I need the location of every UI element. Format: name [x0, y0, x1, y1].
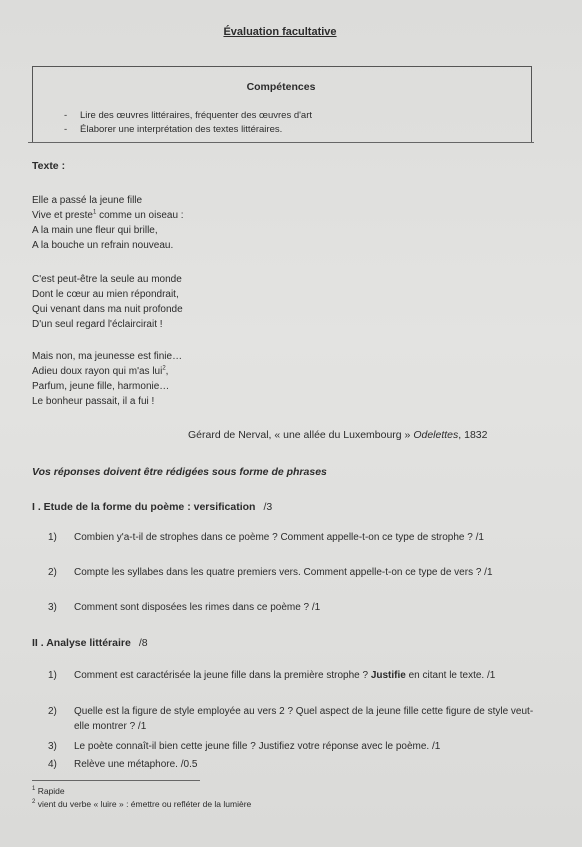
texte-label: Texte :: [32, 160, 66, 172]
poem-line-part: comme un oiseau :: [99, 210, 184, 221]
footnote-ref: 2: [162, 365, 166, 372]
attribution-work: Odelettes: [413, 429, 459, 441]
poem-attribution: [188, 429, 487, 441]
poem-line: [32, 208, 184, 223]
poem-stanza-2: [32, 272, 183, 332]
section-points: /8: [138, 637, 148, 649]
question-text: Compte les syllabes dans les quatre premiers vers. Comment appelle-t-on ce type de vers ? /1: [74, 567, 493, 578]
poem-line: Qui venant dans ma nuit profonde: [32, 304, 183, 315]
poem-line-part: Adieu doux rayon qui m'as lui: [32, 366, 163, 377]
footnote-text: vient du verbe « luire » : émettre ou refléter de la lumière: [35, 799, 252, 809]
poem-line: Dont le cœur au mien répondrait,: [32, 289, 179, 300]
poem-line-part: ,: [165, 366, 169, 377]
question-text: Combien y'a-t-il de strophes dans ce poème ? Comment appelle-t-on ce type de strophe ? /1: [74, 532, 484, 543]
question-text: Comment sont disposées les rimes dans ce poème ? /1: [74, 602, 321, 613]
question-2-3: [48, 739, 538, 754]
footnote-1: [32, 786, 65, 797]
question-number: 3): [48, 602, 57, 613]
question-text: Quelle est la figure de style employée au vers 2 ? Quel aspect de la jeune fille cette figure de style veut-elle montrer ? /1: [74, 706, 534, 732]
question-1-3: [48, 600, 538, 615]
poem-line: Elle a passé la jeune fille: [32, 195, 143, 206]
question-number: 2): [48, 567, 57, 578]
competences-heading: Compétences: [246, 81, 316, 93]
divider: [28, 142, 534, 143]
instruction: Vos réponses doivent être rédigées sous forme de phrases: [32, 466, 327, 478]
attribution-year: , 1832: [458, 429, 488, 441]
page-title: Évaluation facultative: [223, 26, 337, 38]
question-2-1: [48, 668, 538, 683]
question-2-2: [48, 704, 538, 734]
question-1-1: [48, 530, 538, 545]
competence-item: - Élaborer une interprétation des textes littéraires.: [64, 123, 312, 137]
section-title-text: II . Analyse littéraire: [32, 637, 131, 649]
question-text-part: en citant le texte. /1: [405, 670, 496, 681]
question-number: 2): [48, 706, 57, 717]
question-text: [48, 668, 538, 683]
question-text: Le poète connaît-il bien cette jeune fille ? Justifiez votre réponse avec le poème. /1: [74, 741, 441, 752]
footnote-marker: 1: [32, 786, 36, 793]
question-number: 3): [48, 741, 57, 752]
section-1-title: [32, 501, 272, 513]
section-2-title: [32, 637, 148, 649]
poem-line-part: Vive et preste: [32, 210, 93, 221]
section-points: /3: [263, 501, 273, 513]
attribution-author: Gérard de Nerval, « une allée du Luxembourg »: [188, 429, 414, 441]
poem-stanza-3: [32, 349, 182, 409]
poem-line: Mais non, ma jeunesse est finie…: [32, 351, 183, 362]
question-emphasis: Justifie: [370, 670, 406, 681]
poem-line: C'est peut-être la seule au monde: [32, 274, 182, 285]
poem-line: A la bouche un refrain nouveau.: [32, 240, 174, 251]
poem-line: A la main une fleur qui brille,: [32, 225, 158, 236]
footnote-ref: 1: [92, 209, 97, 216]
question-number: 1): [48, 532, 57, 543]
question-text-part: Comment est caractérisée la jeune fille dans la première strophe ?: [74, 670, 371, 681]
footnote-marker: 2: [32, 799, 36, 806]
poem-line: [32, 364, 182, 379]
section-title-text: I . Etude de la forme du poème : versification: [32, 501, 256, 513]
competences-list: [64, 109, 312, 137]
poem-line: Parfum, jeune fille, harmonie…: [32, 381, 170, 392]
question-number: 4): [48, 759, 57, 770]
footnote-text: Rapide: [35, 786, 65, 796]
question-2-4: [48, 757, 538, 772]
footnote-2: [32, 799, 251, 810]
poem-line: D'un seul regard l'éclaircirait !: [32, 319, 163, 330]
question-number: 1): [48, 670, 57, 681]
poem-line: Le bonheur passait, il a fui !: [32, 396, 155, 407]
poem-stanza-1: [32, 193, 184, 253]
competence-item: - Lire des œuvres littéraires, fréquenter des œuvres d'art: [64, 109, 312, 123]
question-1-2: [48, 565, 538, 580]
footnote-divider: [32, 780, 200, 781]
question-text: Relève une métaphore. /0.5: [74, 759, 198, 770]
